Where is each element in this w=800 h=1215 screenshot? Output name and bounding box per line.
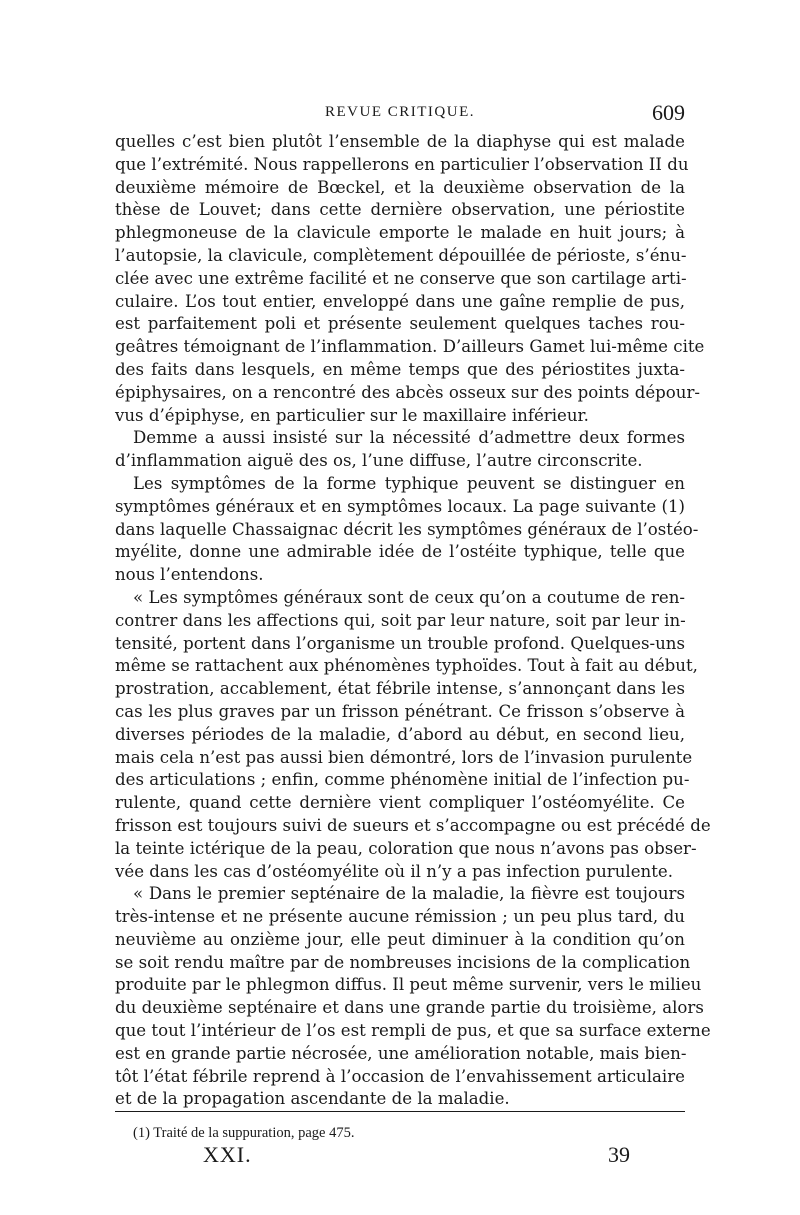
text-line: des articulations ; enfin, comme phénomène initial de l’infection pu-: [115, 770, 690, 790]
footnote-rule: [115, 1111, 685, 1112]
text-line: culaire. L’os tout entier, enveloppé dans une gaîne remplie de pus,: [115, 291, 685, 311]
text-line: geâtres témoignant de l’inflammation. D’ailleurs Gamet lui-même cite: [115, 337, 705, 357]
body-text: [115, 131, 711, 1111]
text-line: Demme a aussi insisté sur la nécessité d’admettre deux formes: [133, 428, 685, 448]
text-line: des faits dans lesquels, en même temps que des périostites juxta-: [115, 359, 685, 379]
text-line: cas les plus graves par un frisson pénétrant. Ce frisson s’observe à: [115, 701, 685, 721]
text-line: nous l’entendons.: [115, 565, 264, 585]
text-line: mais cela n’est pas aussi bien démontré, lors de l’invasion purulente: [115, 747, 693, 767]
text-line: épiphysaires, on a rencontré des abcès osseux sur des points dépour-: [115, 382, 700, 402]
signature-number: 39: [608, 1142, 630, 1167]
text-line: neuvième au onzième jour, elle peut diminuer à la condition qu’on: [115, 929, 685, 949]
text-line: la teinte ictérique de la peau, coloration que nous n’avons pas obser-: [115, 838, 697, 858]
text-line: quelles c’est bien plutôt l’ensemble de la diaphyse qui est malade: [115, 132, 685, 151]
text-line: prostration, accablement, état fébrile intense, s’annonçant dans les: [115, 679, 685, 699]
text-line: tôt l’état fébrile reprend à l’occasion de l’envahissement articulaire: [115, 1066, 685, 1086]
text-line: Les symptômes de la forme typhique peuvent se distinguer en: [133, 473, 685, 493]
running-title: REVUE CRITIQUE.: [325, 104, 475, 120]
text-line: deuxième mémoire de Bœckel, et la deuxième observation de la: [115, 177, 685, 197]
text-line: thèse de Louvet; dans cette dernière observation, une périostite: [115, 200, 685, 220]
text-line: diverses périodes de la maladie, d’abord au début, en second lieu,: [115, 724, 685, 744]
text-line: tensité, portent dans l’organisme un trouble profond. Quelques-uns: [115, 633, 685, 653]
text-line: l’autopsie, la clavicule, complètement dépouillée de périoste, s’énu-: [115, 245, 687, 265]
text-line: dans laquelle Chassaignac décrit les symptômes généraux de l’ostéo-: [115, 519, 699, 539]
text-line: et de la propagation ascendante de la maladie.: [115, 1089, 510, 1109]
text-line: que tout l’intérieur de l’os est rempli de pus, et que sa surface externe: [115, 1021, 711, 1041]
text-line: très-intense et ne présente aucune rémission ; un peu plus tard, du: [115, 907, 685, 927]
text-line: est en grande partie nécrosée, une amélioration notable, mais bien-: [115, 1043, 687, 1063]
text-line: myélite, donne une admirable idée de l’ostéite typhique, telle que: [115, 542, 685, 562]
text-line: se soit rendu maître par de nombreuses incisions de la complication: [115, 952, 691, 972]
text-line: même se rattachent aux phénomènes typhoïdes. Tout à fait au début,: [115, 656, 698, 676]
running-head: [115, 100, 685, 124]
text-line: « Les symptômes généraux sont de ceux qu’on a coutume de ren-: [133, 587, 685, 607]
text-line: du deuxième septénaire et dans une grande partie du troisième, alors: [115, 998, 704, 1018]
text-line: symptômes généraux et en symptômes locaux. La page suivante (1): [115, 496, 685, 516]
text-line: vus d’épiphyse, en particulier sur le maxillaire inférieur.: [115, 405, 589, 425]
text-line: frisson est toujours suivi de sueurs et s’accompagne ou est précédé de: [115, 815, 711, 835]
page-number: 609: [652, 100, 685, 125]
text-line: contrer dans les affections qui, soit par leur nature, soit par leur in-: [115, 610, 686, 630]
signature-mark: XXI.: [203, 1142, 252, 1167]
text-line: produite par le phlegmon diffus. Il peut même survenir, vers le milieu: [115, 975, 702, 995]
text-line: d’inflammation aiguë des os, l’une diffuse, l’autre circonscrite.: [115, 451, 643, 471]
text-line: que l’extrémité. Nous rappellerons en particulier l’observation II du: [115, 154, 689, 174]
text-line: est parfaitement poli et présente seulement quelques taches rou-: [115, 314, 685, 334]
text-line: phlegmoneuse de la clavicule emporte le malade en huit jours; à: [115, 223, 685, 243]
text-line: clée avec une extrême facilité et ne conserve que son cartilage arti-: [115, 268, 687, 288]
footnote: (1) Traité de la suppuration, page 475.: [133, 1125, 355, 1141]
text-line: « Dans le premier septénaire de la maladie, la fièvre est toujours: [133, 884, 685, 904]
text-line: rulente, quand cette dernière vient compliquer l’ostéomyélite. Ce: [115, 793, 685, 813]
text-line: vée dans les cas d’ostéomyélite où il n’y a pas infection purulente.: [115, 861, 673, 881]
